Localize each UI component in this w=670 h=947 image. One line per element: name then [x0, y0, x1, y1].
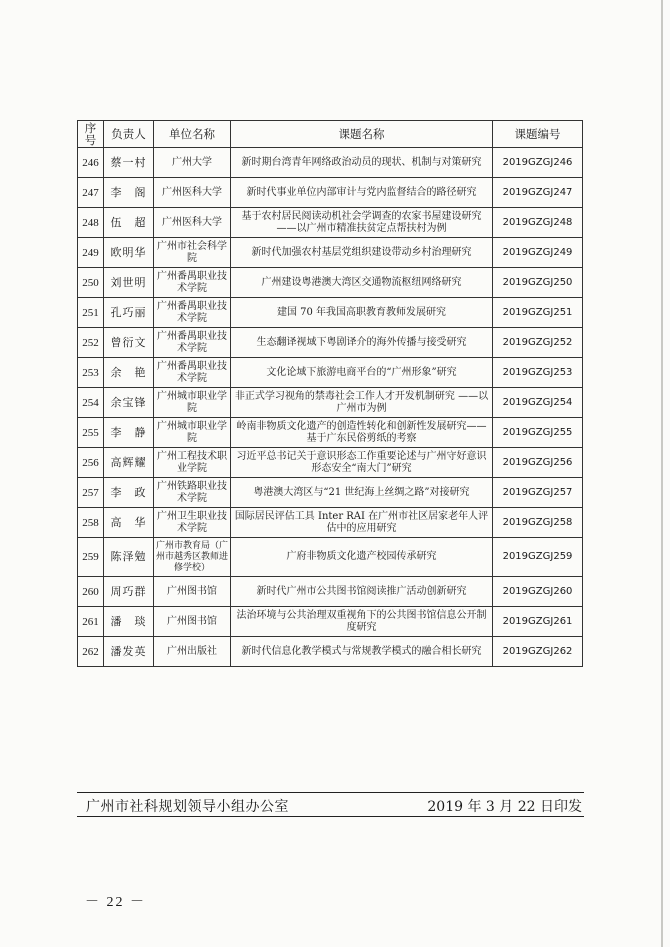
- row-seq: 260: [78, 577, 104, 607]
- scan-edge-line: [661, 0, 663, 947]
- table-row: [78, 607, 583, 637]
- row-title: 法治环境与公共治理双重视角下的公共图书馆信息公开制度研究: [231, 607, 493, 637]
- header-title: 课题名称: [231, 121, 493, 148]
- row-code: 2019GZGJ256: [493, 448, 583, 478]
- row-code: 2019GZGJ246: [493, 148, 583, 178]
- row-unit: 广州番禺职业技术学院: [154, 328, 231, 358]
- row-code: 2019GZGJ260: [493, 577, 583, 607]
- row-seq: 254: [78, 388, 104, 418]
- row-title: 新时代广州市公共图书馆阅读推广活动创新研究: [231, 577, 493, 607]
- row-unit: 广州城市职业学院: [154, 418, 231, 448]
- row-unit: 广州医科大学: [154, 208, 231, 238]
- row-code: 2019GZGJ262: [493, 637, 583, 667]
- row-title: 岭南非物质文化遗产的创造性转化和创新性发展研究——基于广东民俗剪纸的考察: [231, 418, 493, 448]
- row-seq: 256: [78, 448, 104, 478]
- table-row: [78, 637, 583, 667]
- row-title: 基于农村居民阅读动机社会学调查的农家书屋建设研究 ——以广州市精准扶贫定点帮扶村为例: [231, 208, 493, 238]
- table-row: [78, 388, 583, 418]
- row-seq: 251: [78, 298, 104, 328]
- row-person: 陈泽勉: [104, 538, 154, 577]
- row-code: 2019GZGJ259: [493, 538, 583, 577]
- row-person: 曾衍文: [104, 328, 154, 358]
- table-row: [78, 538, 583, 577]
- row-unit: 广州市教育局（广州市越秀区教师进修学校）: [154, 538, 231, 577]
- row-title: 生态翻译视域下粤剧译介的海外传播与接受研究: [231, 328, 493, 358]
- row-seq: 253: [78, 358, 104, 388]
- row-seq: 259: [78, 538, 104, 577]
- table-row: [78, 358, 583, 388]
- row-person: 潘发英: [104, 637, 154, 667]
- row-unit: 广州城市职业学院: [154, 388, 231, 418]
- row-person: 孔巧丽: [104, 298, 154, 328]
- row-code: 2019GZGJ247: [493, 178, 583, 208]
- row-title: 新时代事业单位内部审计与党内监督结合的路径研究: [231, 178, 493, 208]
- row-seq: 247: [78, 178, 104, 208]
- page-number: － 22 －: [85, 895, 146, 910]
- row-person: 余 艳: [104, 358, 154, 388]
- header-person: 负责人: [104, 121, 154, 148]
- row-code: 2019GZGJ253: [493, 358, 583, 388]
- row-code: 2019GZGJ254: [493, 388, 583, 418]
- table-row: [78, 577, 583, 607]
- table-row: [78, 148, 583, 178]
- row-title: 国际居民评估工具 Inter RAI 在广州市社区居家老年人评估中的应用研究: [231, 508, 493, 538]
- row-seq: 255: [78, 418, 104, 448]
- footer-top-rule: [77, 792, 584, 793]
- row-person: 刘世明: [104, 268, 154, 298]
- row-unit: 广州番禺职业技术学院: [154, 268, 231, 298]
- footer-bottom-rule: [77, 816, 584, 817]
- row-code: 2019GZGJ261: [493, 607, 583, 637]
- row-seq: 258: [78, 508, 104, 538]
- row-person: 高 华: [104, 508, 154, 538]
- row-code: 2019GZGJ252: [493, 328, 583, 358]
- project-table: [77, 120, 583, 667]
- row-code: 2019GZGJ251: [493, 298, 583, 328]
- table-row: [78, 418, 583, 448]
- table-row: [78, 208, 583, 238]
- row-title: 文化论域下旅游电商平台的“广州形象”研究: [231, 358, 493, 388]
- row-title: 广府非物质文化遗产校园传承研究: [231, 538, 493, 577]
- header-code: 课题编号: [493, 121, 583, 148]
- row-seq: 257: [78, 478, 104, 508]
- row-title: 新时代加强农村基层党组织建设带动乡村治理研究: [231, 238, 493, 268]
- row-unit: 广州图书馆: [154, 607, 231, 637]
- row-unit: 广州医科大学: [154, 178, 231, 208]
- row-title: 非正式学习视角的禁毒社会工作人才开发机制研究 ——以广州市为例: [231, 388, 493, 418]
- table-header-row: [78, 121, 583, 148]
- row-code: 2019GZGJ250: [493, 268, 583, 298]
- row-person: 李 政: [104, 478, 154, 508]
- row-unit: 广州工程技术职业学院: [154, 448, 231, 478]
- header-seq: 序号: [78, 121, 104, 148]
- issue-date: 2019 年 3 月 22 日印发: [427, 799, 582, 815]
- table-row: [78, 298, 583, 328]
- row-person: 高辉耀: [104, 448, 154, 478]
- row-person: 李 阁: [104, 178, 154, 208]
- row-code: 2019GZGJ249: [493, 238, 583, 268]
- row-seq: 249: [78, 238, 104, 268]
- row-unit: 广州大学: [154, 148, 231, 178]
- table-row: [78, 478, 583, 508]
- table-row: [78, 448, 583, 478]
- row-unit: 广州市社会科学院: [154, 238, 231, 268]
- row-person: 周巧群: [104, 577, 154, 607]
- row-person: 欧明华: [104, 238, 154, 268]
- row-seq: 248: [78, 208, 104, 238]
- row-unit: 广州卫生职业技术学院: [154, 508, 231, 538]
- row-person: 伍 超: [104, 208, 154, 238]
- row-person: 潘 琰: [104, 607, 154, 637]
- row-seq: 250: [78, 268, 104, 298]
- table-row: [78, 268, 583, 298]
- row-title: 建国 70 年我国高职教育教师发展研究: [231, 298, 493, 328]
- row-title: 广州建设粤港澳大湾区交通物流枢纽网络研究: [231, 268, 493, 298]
- row-title: 粤港澳大湾区与“21 世纪海上丝绸之路”对接研究: [231, 478, 493, 508]
- row-unit: 广州铁路职业技术学院: [154, 478, 231, 508]
- row-code: 2019GZGJ258: [493, 508, 583, 538]
- issuer-text: 广州市社科规划领导小组办公室: [86, 799, 289, 815]
- table-row: [78, 508, 583, 538]
- row-title: 习近平总书记关于意识形态工作重要论述与广州守好意识形态安全“南大门”研究: [231, 448, 493, 478]
- row-unit: 广州番禺职业技术学院: [154, 358, 231, 388]
- row-seq: 252: [78, 328, 104, 358]
- row-unit: 广州出版社: [154, 637, 231, 667]
- row-seq: 261: [78, 607, 104, 637]
- row-unit: 广州番禺职业技术学院: [154, 298, 231, 328]
- row-code: 2019GZGJ257: [493, 478, 583, 508]
- row-title: 新时期台湾青年网络政治动员的现状、机制与对策研究: [231, 148, 493, 178]
- table-row: [78, 178, 583, 208]
- row-person: 蔡一村: [104, 148, 154, 178]
- row-seq: 246: [78, 148, 104, 178]
- row-seq: 262: [78, 637, 104, 667]
- table-row: [78, 238, 583, 268]
- row-title: 新时代信息化教学模式与常规教学模式的融合相长研究: [231, 637, 493, 667]
- row-person: 余宝锋: [104, 388, 154, 418]
- table-row: [78, 328, 583, 358]
- row-code: 2019GZGJ248: [493, 208, 583, 238]
- row-code: 2019GZGJ255: [493, 418, 583, 448]
- header-unit: 单位名称: [154, 121, 231, 148]
- row-unit: 广州图书馆: [154, 577, 231, 607]
- row-person: 李 静: [104, 418, 154, 448]
